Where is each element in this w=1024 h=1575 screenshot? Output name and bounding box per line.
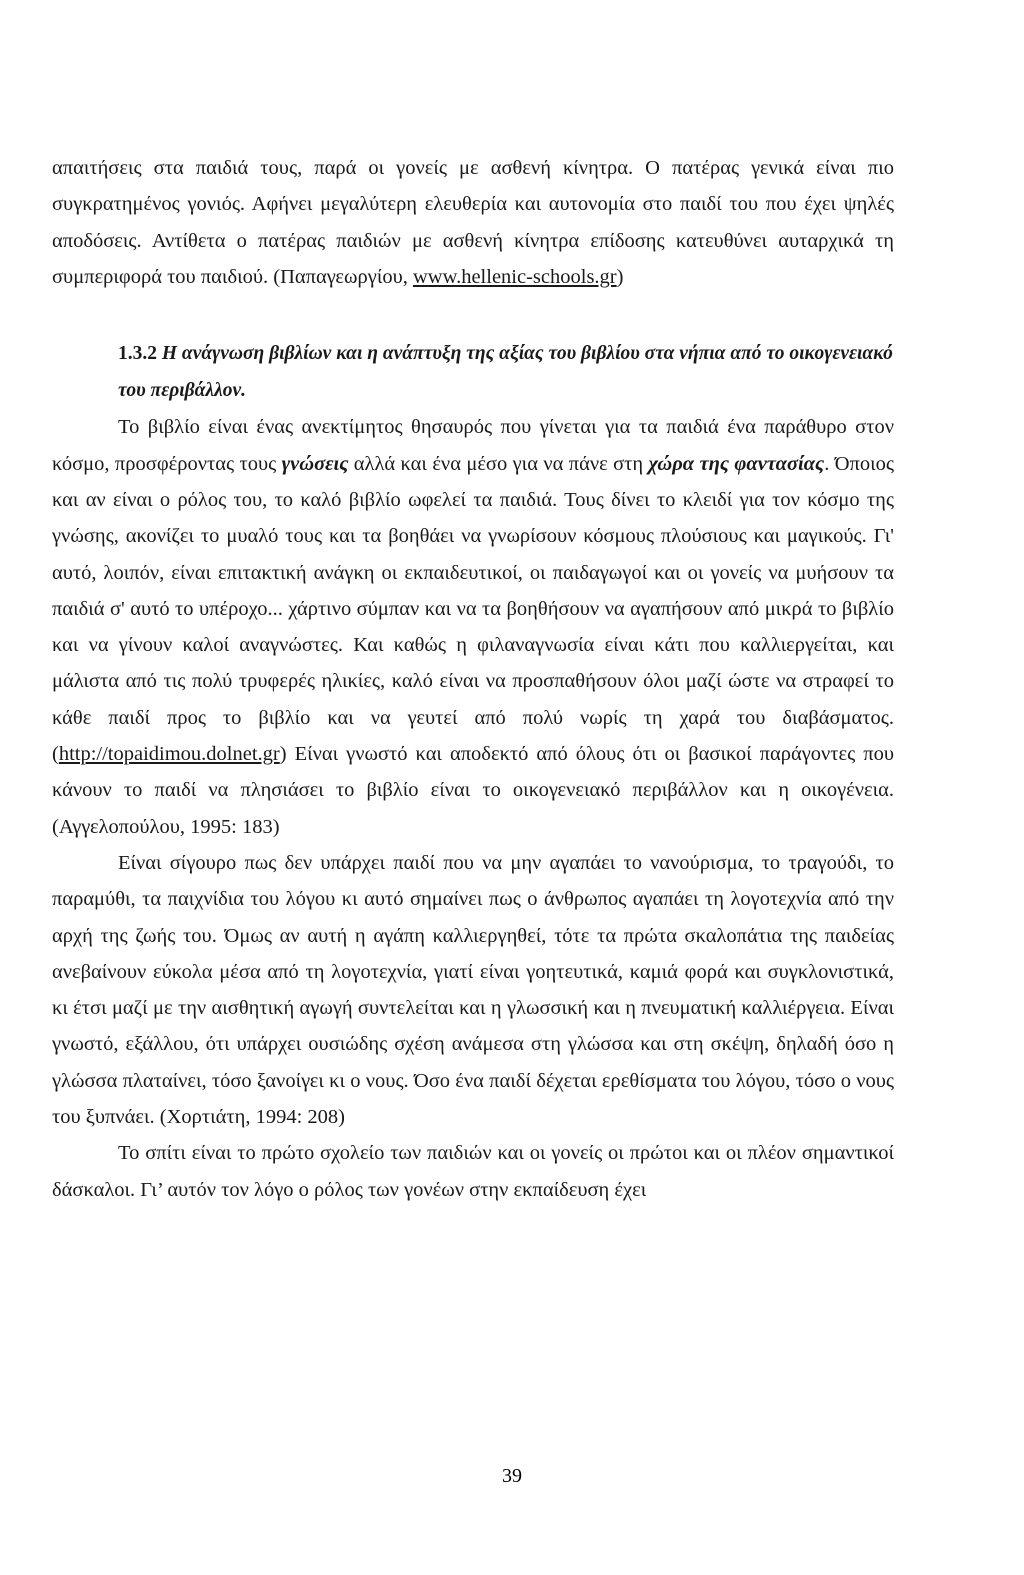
paragraph-text: απαιτήσεις στα παιδιά τους, παρά οι γονείς με ασθενή κίνητρα. Ο πατέρας γενικά είναι πιο συγκρατημένος γονιός. Αφήνει μεγαλύτερη ελευθερία και αυτονομία στο παιδί του που έχει ψηλές αποδόσεις. Αντίθετα ο πατέρας παιδιών με ασθενή κίνητρα επίδοσης κατευθύνει αυταρχικά τη συμπεριφορά του παιδιού. (Παπαγεωργίου, [52, 157, 894, 288]
section-heading [52, 336, 894, 409]
paragraph-text: . Όποιος και αν είναι ο ρόλος του, το καλό βιβλίο ωφελεί τα παιδιά. Τους δίνει το κλειδί για τον κόσμο της γνώσης, ακονίζει το μυαλό τους και τα βοηθάει να γνωρίσουν κόσμους πλούσιους και μαγικούς. Γι' αυτό, λοιπόν, είναι επιτακτική ανάγκη οι εκπαιδευτικοί, οι παιδαγωγοί και οι γονείς να μυήσουν τα παιδιά σ' αυτό το υπέροχο... χάρτινο σύμπαν και να τα βοηθήσουν να αγαπήσουν από μικρά το βιβλίο και να γίνουν καλοί αναγνώστες. Και καθώς η φιλαναγνωσία είναι κάτι που καλλιεργείται, και μάλιστα από τις πολύ τρυφερές ηλικίες, καλό είναι να προσπαθήσουν όλοι μαζί ώστε να στραφεί το κάθε παιδί προς το βιβλίο και να γευτεί από πολύ νωρίς τη χαρά του διαβάσματος. ( [52, 452, 894, 766]
section-number: 1.3.2 [118, 343, 157, 365]
paragraph-text: αλλά και ένα μέσο για να πάνε στη [348, 452, 649, 475]
keyword-fantasy-land: χώρα της φαντασίας [648, 452, 825, 475]
paragraph-home-school: Το σπίτι είναι το πρώτο σχολείο των παιδιών και οι γονείς οι πρώτοι και οι πλέον σημαντικοί δάσκαλοι. Γι’ αυτόν τον λόγο ο ρόλος των γονέων στην εκπαίδευση έχει [52, 1142, 894, 1201]
page-number: 39 [502, 1465, 522, 1487]
paragraph-text: ) Είναι γνωστό και αποδεκτό από όλους ότι οι βασικοί παράγοντες που κάνουν το παιδί να πλησιάσει το βιβλίο είναι το οικογενειακό περιβάλλον και η οικογένεια. (Αγγελοπούλου, 1995: 183) [52, 743, 894, 838]
section-title: Η ανάγνωση βιβλίων και η ανάπτυξη της αξίας του βιβλίου στα νήπια από το οικογενειακό του περιβάλλον. [118, 343, 893, 401]
paragraph-literature-love: Είναι σίγουρο πως δεν υπάρχει παιδί που να μην αγαπάει το νανούρισμα, το τραγούδι, το παραμύθι, τα παιχνίδια του λόγου κι αυτό σημαίνει πως ο άνθρωπος αγαπάει τη λογοτεχνία από την αρχή της ζωής του. Όμως αν αυτή η αγάπη καλλιεργηθεί, τότε τα πρώτα σκαλοπάτια της παιδείας ανεβαίνουν εύκολα μέσα από τη λογοτεχνία, γιατί είναι γοητευτικά, καμιά φορά και συγκλονιστικά, κι έτσι μαζί με την αισθητική αγωγή συντελείται και η γλωσσική και η πνευματική καλλιέργεια. Είναι γνωστό, εξάλλου, ότι υπάρχει ουσιώδης σχέση ανάμεσα στη γλώσσα και στη σκέψη, δηλαδή όσο η γλώσσα πλαταίνει, τόσο ξανοίγει κι ο νους. Όσο ένα παιδί δέχεται ερεθίσματα του λόγου, τόσο ο νους του ξυπνάει. (Χορτιάτη, 1994: 208) [52, 851, 894, 1129]
paragraph-text: ) [616, 265, 624, 288]
keyword-knowledge: γνώσεις [281, 452, 349, 475]
paragraph-book-value [52, 409, 894, 845]
paragraph-text: Το βιβλίο είναι ένας ανεκτίμητος θησαυρός που γίνεται για τα παιδιά ένα παράθυρο στον κόσμο, προσφέροντας τους [52, 416, 894, 475]
reference-link-topaidimou[interactable]: http://topaidimou.dolnet.gr [58, 743, 280, 766]
paragraph-parental-motivation [52, 150, 894, 295]
reference-link-hellenic-schools[interactable]: www.hellenic-schools.gr [413, 265, 617, 288]
